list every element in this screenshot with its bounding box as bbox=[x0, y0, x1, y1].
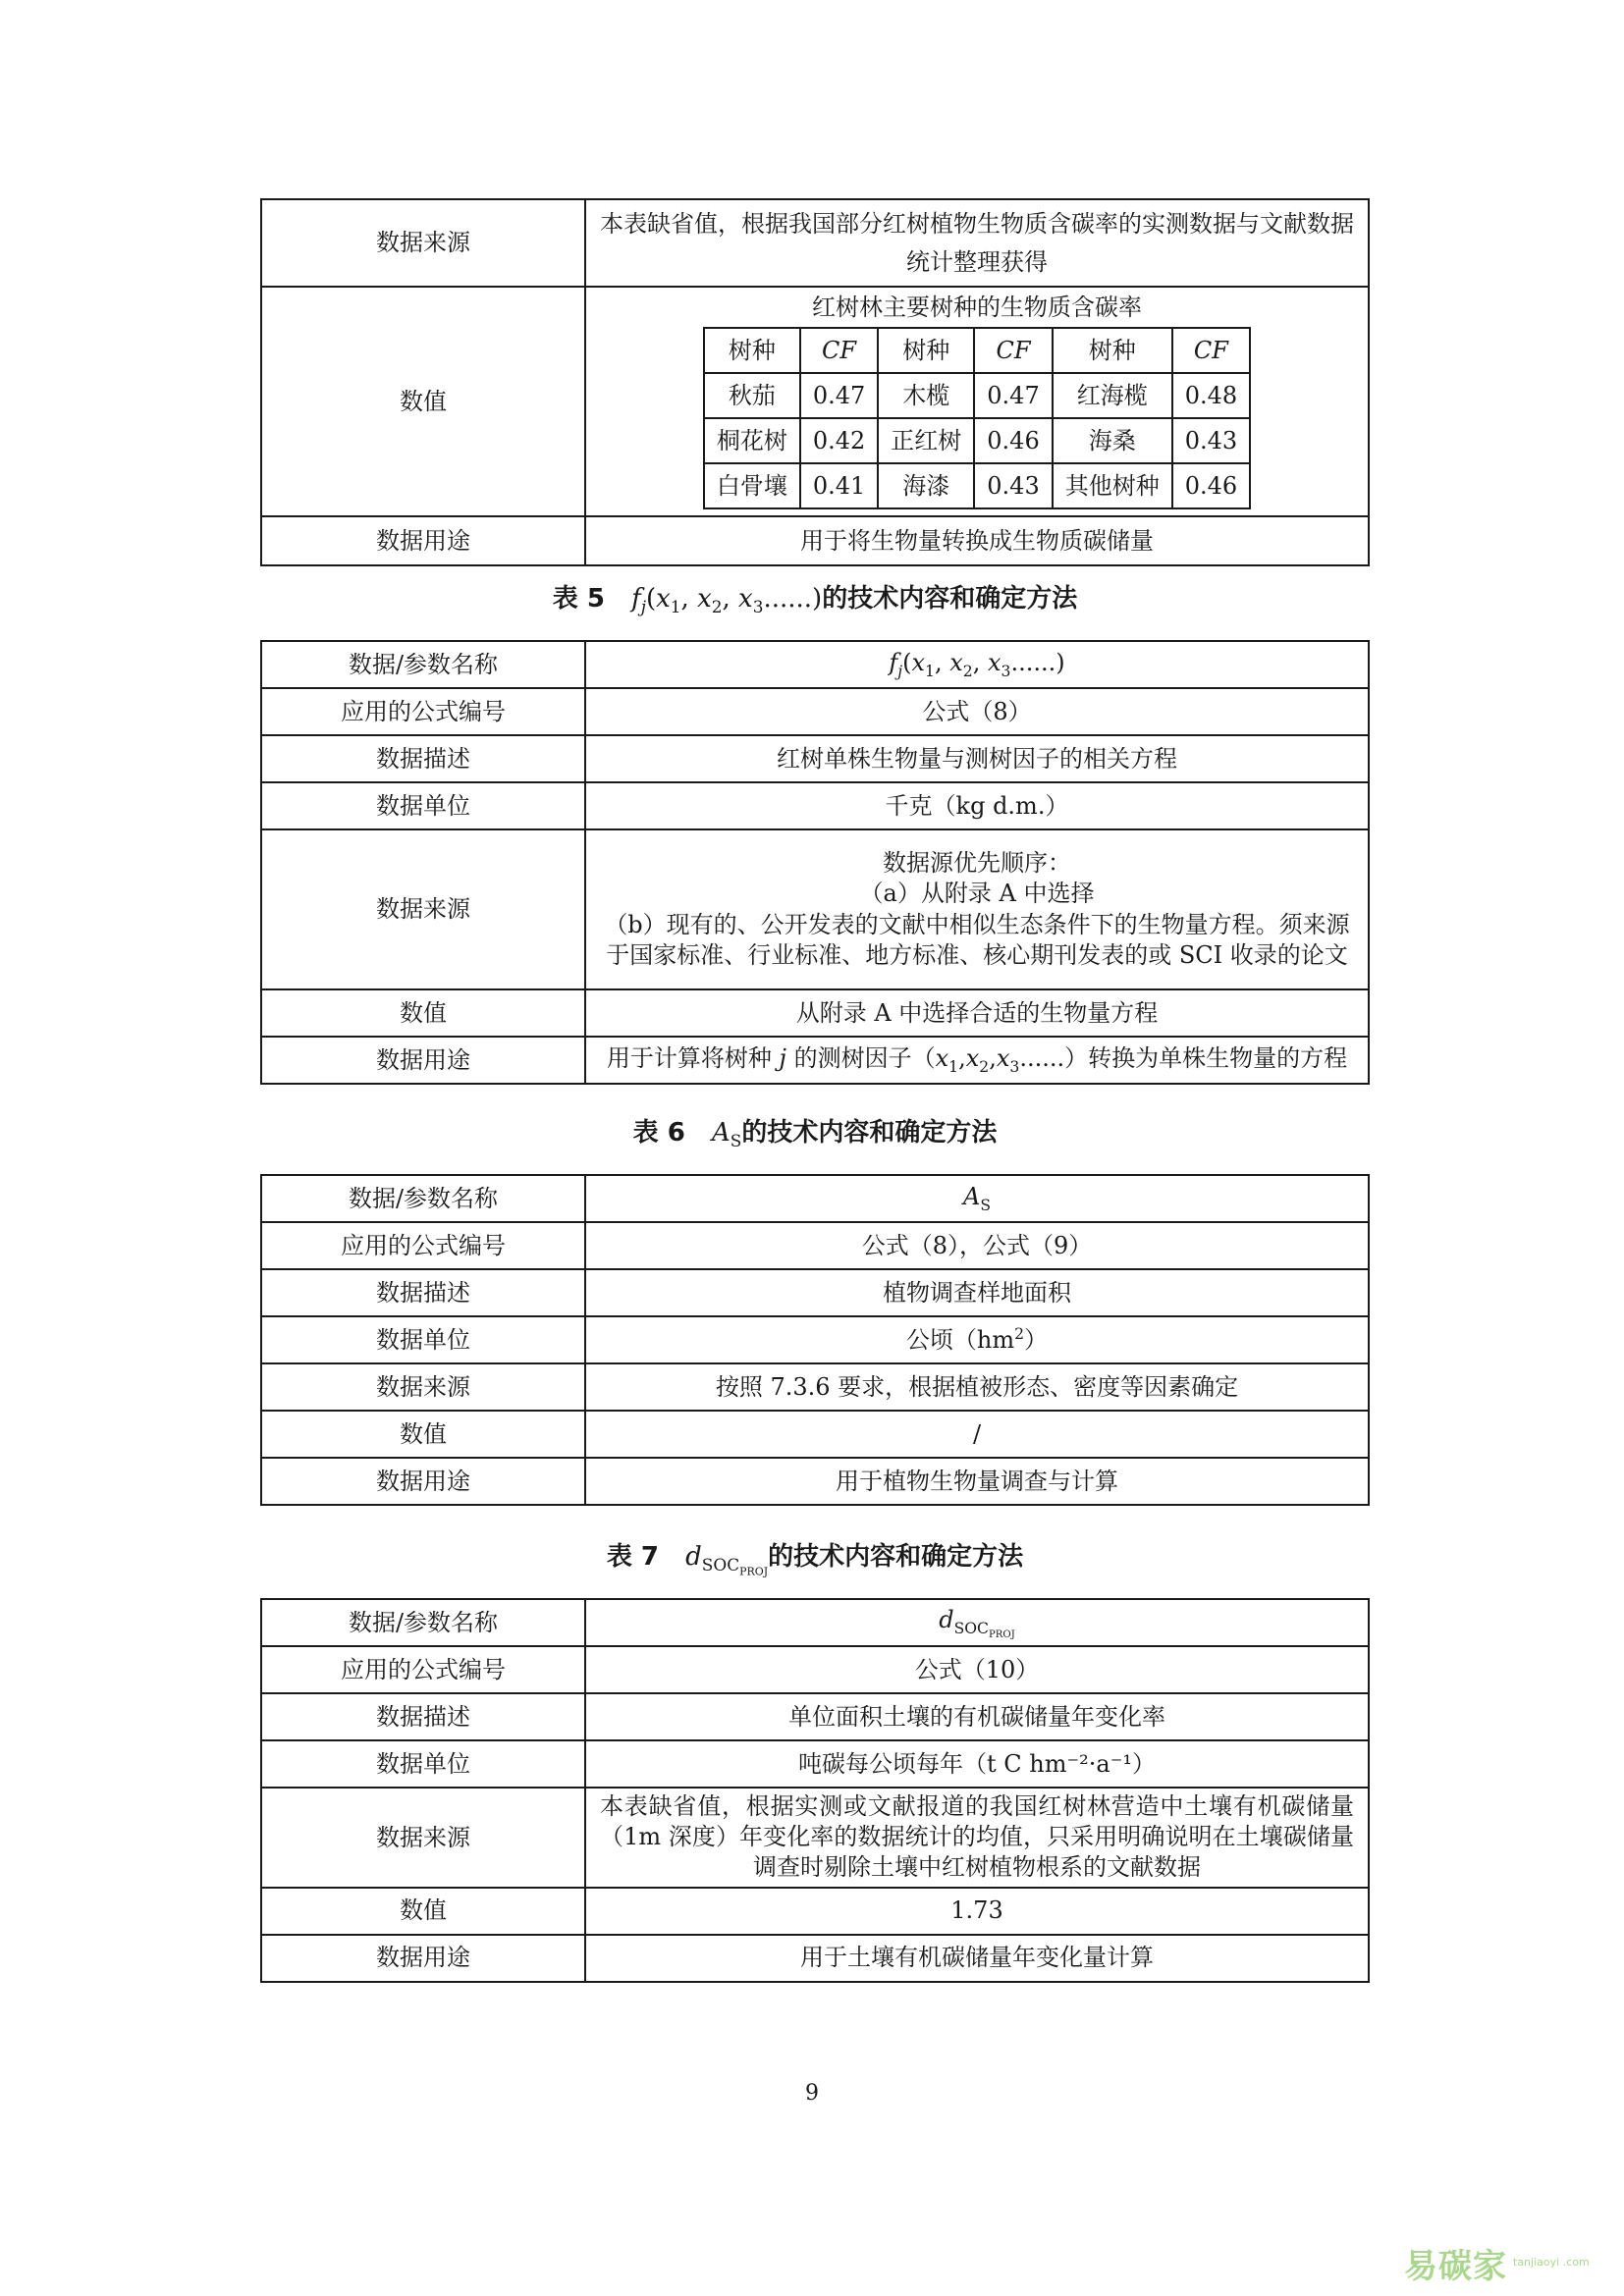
desc-value: 红树单株生物量与测树因子的相关方程 bbox=[585, 735, 1369, 782]
formula-value: 公式（10） bbox=[585, 1646, 1369, 1693]
unit-label: 数据单位 bbox=[261, 782, 585, 829]
source-value: 本表缺省值，根据我国部分红树植物生物质含碳率的实测数据与文献数据统计整理获得 bbox=[585, 199, 1369, 287]
source-label: 数据来源 bbox=[261, 199, 585, 287]
table-cell: 白骨壤 bbox=[704, 463, 800, 508]
table-cell: 0.42 bbox=[800, 418, 878, 463]
desc-label: 数据描述 bbox=[261, 1269, 585, 1316]
column-header: CF bbox=[1172, 328, 1250, 373]
table-cell: 0.43 bbox=[974, 463, 1052, 508]
column-header: 树种 bbox=[878, 328, 974, 373]
table-cell: 海桑 bbox=[1053, 418, 1172, 463]
table-cell: 0.46 bbox=[974, 418, 1052, 463]
param-label: 数据/参数名称 bbox=[261, 1175, 585, 1222]
table-4-tail bbox=[260, 198, 1370, 566]
use-label: 数据用途 bbox=[261, 1935, 585, 1982]
table-cell: 0.43 bbox=[1172, 418, 1250, 463]
source-label: 数据来源 bbox=[261, 829, 585, 989]
table-cell: 正红树 bbox=[878, 418, 974, 463]
source-label: 数据来源 bbox=[261, 1788, 585, 1888]
use-value: 用于计算将树种 j 的测树因子$(x_1,x_2,x_3......)$转换为单株生物量的方程 bbox=[585, 1037, 1369, 1084]
table-7 bbox=[260, 1598, 1370, 1983]
unit-label: 数据单位 bbox=[261, 1316, 585, 1363]
table-6 bbox=[260, 1174, 1370, 1506]
use-label: 数据用途 bbox=[261, 1037, 585, 1084]
table-row bbox=[704, 373, 1250, 418]
formula-label: 应用的公式编号 bbox=[261, 1222, 585, 1269]
table-5-caption: 表 5 $f_j(x_1$, $x_2$, $x_3$......)的技术内容和确定方法 bbox=[552, 584, 1078, 617]
value-cell bbox=[585, 287, 1369, 516]
source-line-1: 数据源优先顺序： bbox=[883, 849, 1071, 878]
unit-value: 吨碳每公顷每年（t C hm⁻²·a⁻¹） bbox=[585, 1740, 1369, 1788]
source-value: 本表缺省值，根据实测或文献报道的我国红树林营造中土壤有机碳储量（1m 深度）年变化率的数据统计的均值，只采用明确说明在土壤碳储量调查时剔除土壤中红树植物根系的文献数据 bbox=[585, 1788, 1369, 1888]
table-cell: 红海榄 bbox=[1053, 373, 1172, 418]
unit-label: 数据单位 bbox=[261, 1740, 585, 1788]
param-label: 数据/参数名称 bbox=[261, 641, 585, 688]
use-label: 数据用途 bbox=[261, 1458, 585, 1505]
param-value: $A_S$ bbox=[585, 1175, 1369, 1222]
column-header: 树种 bbox=[1053, 328, 1172, 373]
use-label: 数据用途 bbox=[261, 516, 585, 565]
column-header: 树种 bbox=[704, 328, 800, 373]
value-value: 从附录 A 中选择合适的生物量方程 bbox=[585, 989, 1369, 1037]
source-line-2: （a）从附录 A 中选择 bbox=[859, 880, 1095, 908]
table-cell: 0.47 bbox=[800, 373, 878, 418]
formula-label: 应用的公式编号 bbox=[261, 1646, 585, 1693]
column-header: CF bbox=[800, 328, 878, 373]
table-5 bbox=[260, 640, 1370, 1085]
param-value: $f_j(x_1$, $x_2$, $x_3$......) bbox=[585, 641, 1369, 688]
unit-value: 千克（kg d.m.） bbox=[585, 782, 1369, 829]
watermark-logo bbox=[1404, 2238, 1610, 2287]
desc-value: 植物调查样地面积 bbox=[585, 1269, 1369, 1316]
table-6-caption: 表 6 $A_S$的技术内容和确定方法 bbox=[632, 1118, 998, 1151]
formula-value: 公式（8） bbox=[585, 688, 1369, 735]
param-value: $d_{SOC_{PROJ}}$ bbox=[585, 1599, 1369, 1646]
formula-value: 公式（8），公式（9） bbox=[585, 1222, 1369, 1269]
value-label: 数值 bbox=[261, 989, 585, 1037]
carbon-fraction-table bbox=[703, 327, 1251, 509]
table-row bbox=[704, 418, 1250, 463]
use-value: 用于植物生物量调查与计算 bbox=[585, 1458, 1369, 1505]
source-label: 数据来源 bbox=[261, 1363, 585, 1411]
desc-label: 数据描述 bbox=[261, 1693, 585, 1740]
desc-value: 单位面积土壤的有机碳储量年变化率 bbox=[585, 1693, 1369, 1740]
table-cell: 0.46 bbox=[1172, 463, 1250, 508]
desc-label: 数据描述 bbox=[261, 735, 585, 782]
table-row bbox=[704, 463, 1250, 508]
use-value: 用于土壤有机碳储量年变化量计算 bbox=[585, 1935, 1369, 1982]
unit-value: 公顷$(hm^2)$ bbox=[585, 1316, 1369, 1363]
table-cell: 海漆 bbox=[878, 463, 974, 508]
value-label: 数值 bbox=[261, 1411, 585, 1458]
param-label: 数据/参数名称 bbox=[261, 1599, 585, 1646]
inner-table-title: 红树林主要树种的生物质含碳率 bbox=[812, 294, 1142, 321]
table-cell: 0.47 bbox=[974, 373, 1052, 418]
source-value bbox=[585, 829, 1369, 989]
column-header: CF bbox=[974, 328, 1052, 373]
value-value: 1.73 bbox=[585, 1888, 1369, 1935]
value-label: 数值 bbox=[261, 287, 585, 516]
table-cell: 秋茄 bbox=[704, 373, 800, 418]
use-value: 用于将生物量转换成生物质碳储量 bbox=[585, 516, 1369, 565]
formula-label: 应用的公式编号 bbox=[261, 688, 585, 735]
table-cell: 0.41 bbox=[800, 463, 878, 508]
table-header-row bbox=[704, 328, 1250, 373]
watermark-text: 易碳家 bbox=[1404, 2246, 1507, 2286]
table-cell: 桐花树 bbox=[704, 418, 800, 463]
table-cell: 0.48 bbox=[1172, 373, 1250, 418]
page-number: 9 bbox=[805, 2081, 819, 2106]
table-cell: 其他树种 bbox=[1053, 463, 1172, 508]
table-7-caption: 表 7 $d_{SOC_{PROJ}}$的技术内容和确定方法 bbox=[606, 1542, 1024, 1578]
watermark-domain: tanjiaoyi .com bbox=[1513, 2256, 1590, 2269]
source-line-3: （b）现有的、公开发表的文献中相似生态条件下的生物量方程。须来源于国家标准、行业标准、地方标准、核心期刊发表的或 SCI 收录的论文 bbox=[604, 910, 1350, 969]
source-value: 按照 7.3.6 要求，根据植被形态、密度等因素确定 bbox=[585, 1363, 1369, 1411]
table-cell: 木榄 bbox=[878, 373, 974, 418]
value-label: 数值 bbox=[261, 1888, 585, 1935]
value-value: / bbox=[585, 1411, 1369, 1458]
